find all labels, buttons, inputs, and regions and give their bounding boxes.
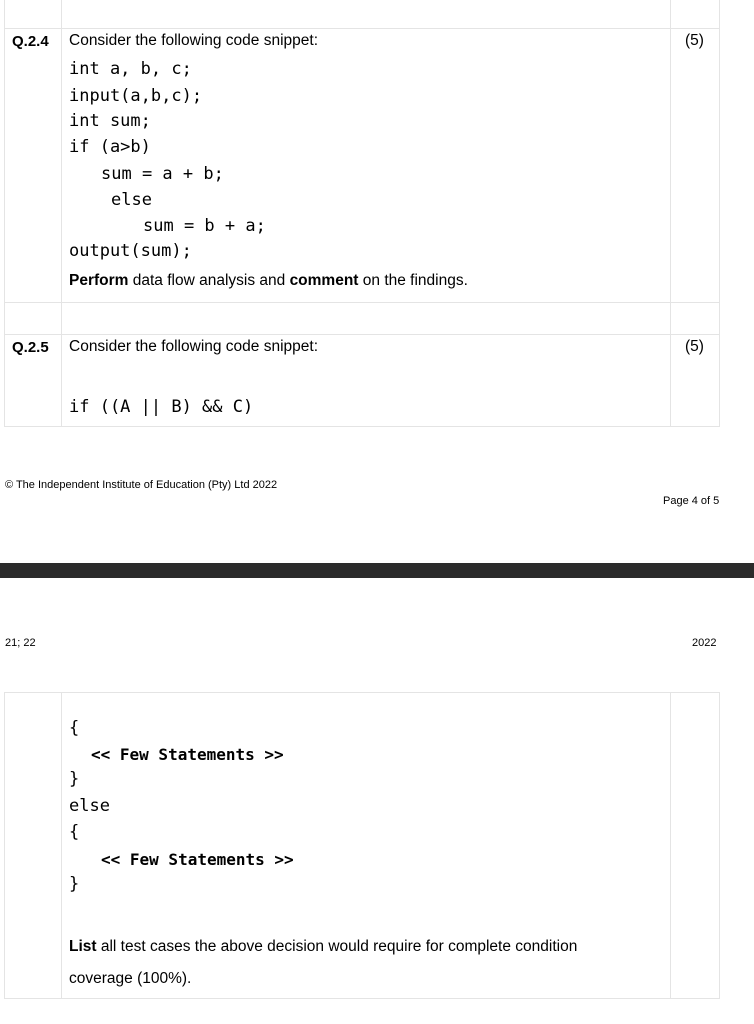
code-line: << Few Statements >> xyxy=(101,850,294,869)
code-line: input(a,b,c); xyxy=(69,86,203,106)
code-line: else xyxy=(111,190,152,210)
table-rule xyxy=(4,28,720,29)
code-line: { xyxy=(69,718,80,738)
question-marks: (5) xyxy=(685,32,704,49)
instruction-bold: comment xyxy=(289,272,359,289)
table-rule xyxy=(4,334,720,335)
code-line: if (a>b) xyxy=(69,137,151,157)
table-rule xyxy=(4,692,5,999)
page-header-left: 21; 22 xyxy=(5,637,36,649)
instruction-bold: List xyxy=(69,938,97,955)
table-rule xyxy=(4,692,720,693)
question-number: Q.2.5 xyxy=(12,339,49,356)
code-line: sum = b + a; xyxy=(143,216,266,236)
code-line: } xyxy=(69,874,80,894)
instruction-text: on the findings. xyxy=(358,272,468,289)
question-instruction-line2: coverage (100%). xyxy=(69,970,192,987)
code-line: else xyxy=(69,796,110,816)
code-line: << Few Statements >> xyxy=(91,745,284,764)
page-separator xyxy=(0,563,754,578)
code-line: { xyxy=(69,822,80,842)
copyright-footer: © The Independent Institute of Education (Pty) Ltd 2022 xyxy=(5,479,278,491)
code-line: } xyxy=(69,769,80,789)
table-rule xyxy=(61,0,62,427)
question-prompt: Consider the following code snippet: xyxy=(69,338,319,355)
code-line: output(sum); xyxy=(69,241,192,261)
instruction-text: all test cases the above decision would require for complete condition xyxy=(96,938,578,955)
page-number: Page 4 of 5 xyxy=(663,495,720,507)
question-prompt: Consider the following code snippet: xyxy=(69,32,319,49)
table-rule xyxy=(61,692,62,999)
table-rule xyxy=(4,302,720,303)
code-line: sum = a + b; xyxy=(101,164,224,184)
code-line: if ((A || B) && C) xyxy=(69,397,254,417)
question-instruction xyxy=(69,938,577,956)
table-rule xyxy=(719,0,720,427)
table-rule xyxy=(670,0,671,427)
table-rule xyxy=(4,426,720,427)
instruction-text: data flow analysis and xyxy=(128,272,290,289)
question-instruction xyxy=(69,272,468,290)
table-rule xyxy=(719,692,720,999)
table-rule xyxy=(4,0,5,427)
code-line: int a, b, c; xyxy=(69,59,192,79)
page-header-right: 2022 xyxy=(692,637,717,649)
question-number: Q.2.4 xyxy=(12,33,49,50)
table-rule xyxy=(4,998,720,999)
code-line: int sum; xyxy=(69,111,151,131)
table-rule xyxy=(670,692,671,999)
question-marks: (5) xyxy=(685,338,704,355)
instruction-bold: Perform xyxy=(69,272,129,289)
